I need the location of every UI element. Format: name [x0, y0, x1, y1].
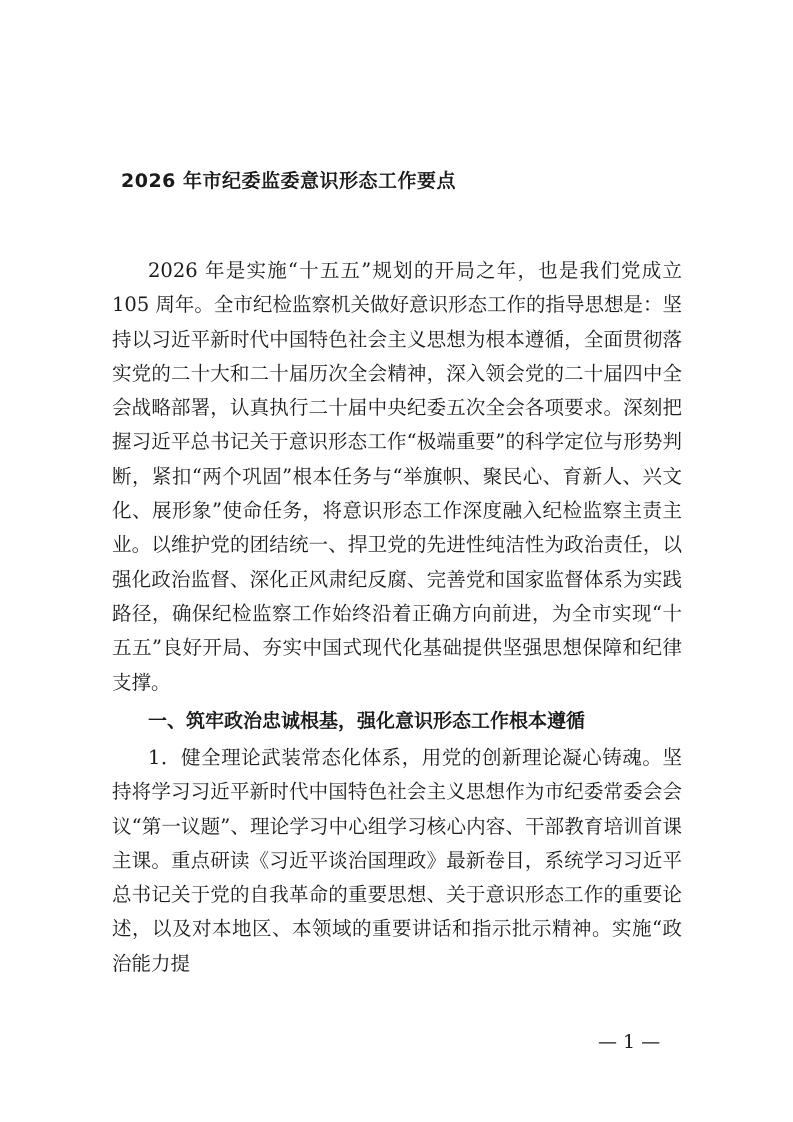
item-paragraph: 1．健全理论武装常态化体系，用党的创新理论凝心铸魂。坚持将学习习近平新时代中国特色社会主义思想作为市纪委常委会会议“第一议题”、理论学习中心组学习核心内容、干部教育培训首课主课。重点研读《习近平谈治国理政》最新卷目，系统学习习近平总书记关于党的自我革命的重要思想、关于意识形态工作的重要论述，以及对本地区、本领域的重要讲话和指示批示精神。实施“政治能力提 [112, 746, 682, 975]
intro-paragraph: 2026 年是实施“十五五”规划的开局之年，也是我们党成立 105 周年。全市纪检监察机关做好意识形态工作的指导思想是：坚持以习近平新时代中国特色社会主义思想为根本遵循，全面贯彻落实党的二十大和二十届历次全会精神，深入领会党的二十届四中全会战略部署，认真执行二十届中央纪委五次全会各项要求。深刻把握习近平总书记关于意识形态工作“极端重要”的科学定位与形势判断，紧扣“两个巩固”根本任务与“举旗帜、聚民心、育新人、兴文化、展形象”使命任务，将意识形态工作深度融入纪检监察主责主业。以维护党的团结统一、捍卫党的先进性纯洁性为政治责任，以强化政治监督、深化正风肃纪反腐、完善党和国家监督体系为实践路径，确保纪检监察工作始终沿着正确方向前进，为全市实现“十五五”良好开局、夯实中国式现代化基础提供坚强思想保障和纪律支撑。 [112, 259, 682, 694]
page-number: — 1 — [598, 1031, 661, 1053]
section-heading: 一、筑牢政治忠诚根基，强化意识形态工作根本遵循 [148, 710, 586, 732]
document-title: 2026 年市纪委监委意识形态工作要点 [121, 170, 456, 192]
